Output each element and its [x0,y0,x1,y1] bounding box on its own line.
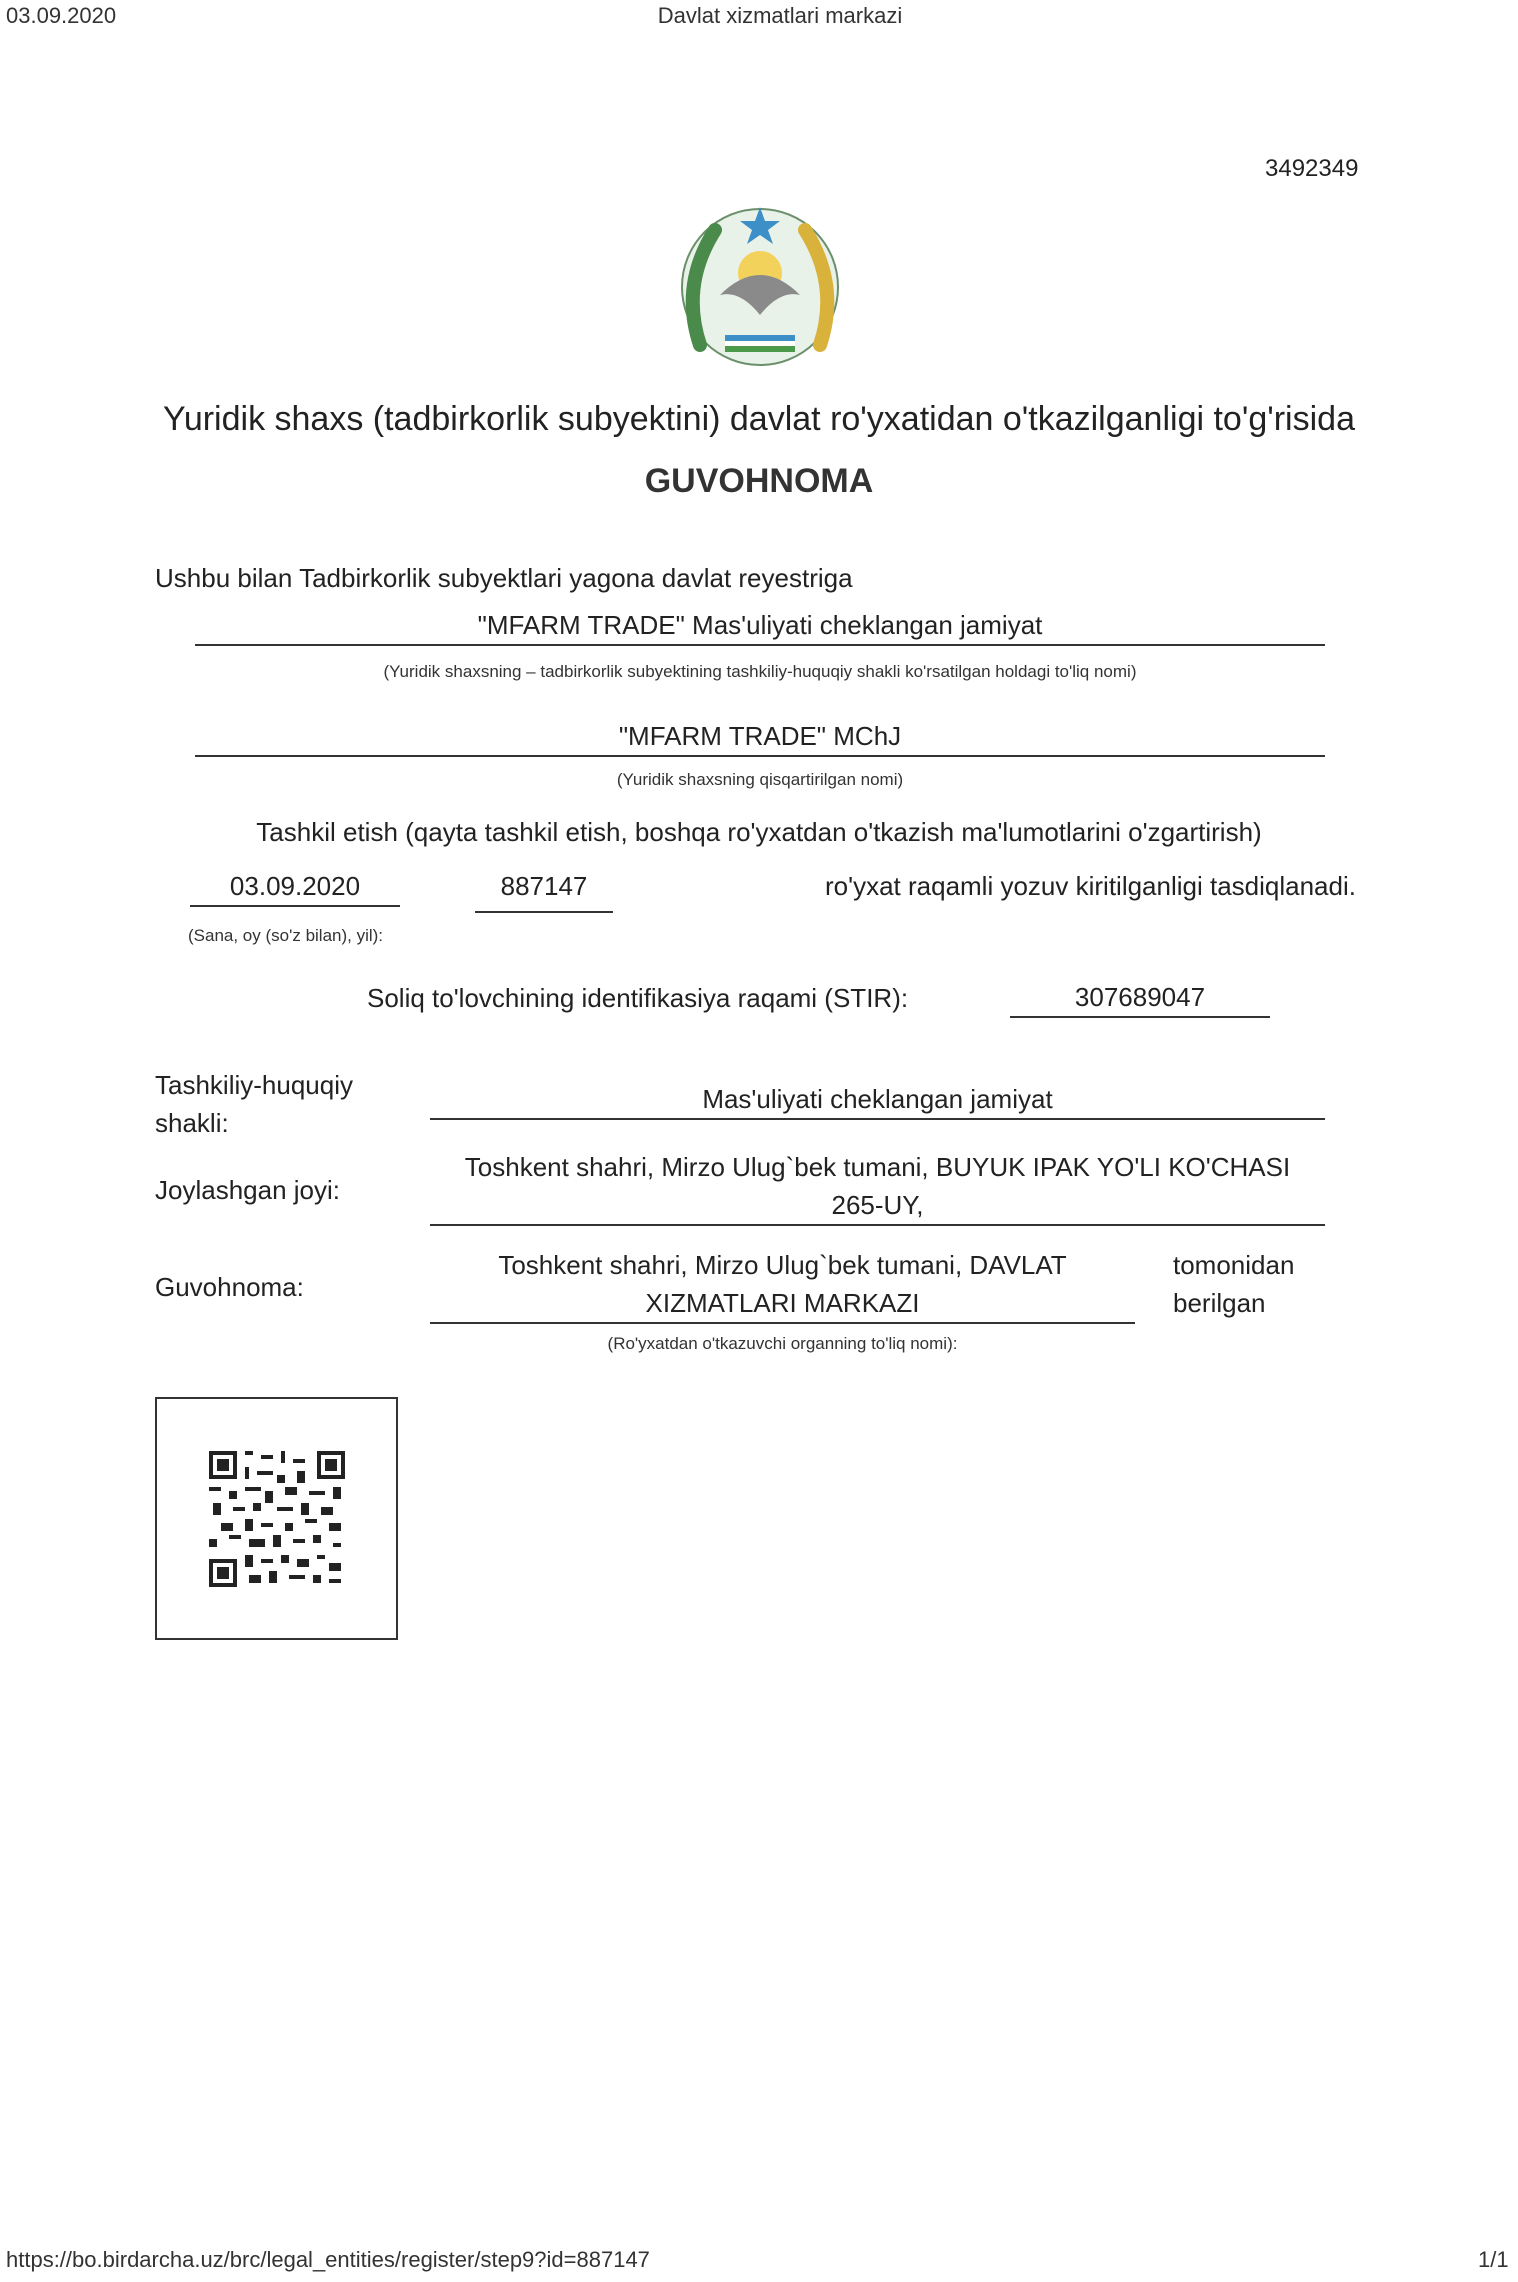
print-page-number: 1/1 [1478,2247,1509,2272]
short-name-value: "MFARM TRADE" MChJ [195,721,1325,757]
registration-number: 887147 [475,871,613,913]
full-name-value: "MFARM TRADE" Mas'uliyati cheklangan jamiyat [195,610,1325,646]
qr-code-box [155,1397,398,1640]
legal-form-label-1: Tashkiliy-huquqiy [155,1070,353,1100]
intro-text: Ushbu bilan Tadbirkorlik subyektlari yagona davlat reyestriga [155,563,853,593]
registration-confirm: ro'yxat raqamli yozuv kiritilganligi tasdiqlanadi. [825,871,1356,901]
date-caption: (Sana, oy (so'z bilan), yil): [188,926,384,945]
legal-form-label-2: shakli: [155,1108,229,1138]
emblem-icon [670,195,850,375]
issuer-suffix-2: berilgan [1173,1288,1266,1318]
address-line-1: Toshkent shahri, Mirzo Ulug`bek tumani, BUYUK IPAK YO'LI KO'CHASI [464,1152,1291,1182]
print-title: Davlat xizmatlari markazi [657,3,903,28]
short-name-caption: (Yuridik shaxsning qisqartirilgan nomi) [616,770,904,789]
certificate-label: Guvohnoma: [155,1272,304,1302]
document-title-line: Yuridik shaxs (tadbirkorlik subyektini) davlat ro'yxatidan o'tkazilganligi to'g'risida [163,400,1355,438]
address-line-2: 265-UY, [430,1190,1325,1226]
stir-value: 307689047 [1010,982,1270,1018]
print-date: 03.09.2020 [6,3,117,28]
issuer-caption: (Ro'yxatdan o'tkazuvchi organning to'liq nomi): [607,1334,958,1353]
qr-code-icon [209,1451,345,1587]
issuer-line-2: XIZMATLARI MARKAZI [430,1288,1135,1324]
document-number: 3492349 [1265,155,1359,182]
issuer-line-1: Toshkent shahri, Mirzo Ulug`bek tumani, DAVLAT [498,1250,1067,1280]
registration-line: Tashkil etish (qayta tashkil etish, boshqa ro'yxatdan o'tkazish ma'lumotlarini o'zgartirish) [256,817,1262,847]
address-label: Joylashgan joyi: [155,1175,340,1205]
document-title: GUVOHNOMA [644,462,874,500]
full-name-caption: (Yuridik shaxsning – tadbirkorlik subyektining tashkiliy-huquqiy shakli ko'rsatilgan holdagi to'liq nomi) [383,662,1137,681]
state-emblem [670,195,850,375]
print-url: https://bo.birdarcha.uz/brc/legal_entities/register/step9?id=887147 [6,2247,650,2272]
registration-date: 03.09.2020 [190,871,400,907]
issuer-suffix-1: tomonidan [1173,1250,1295,1280]
legal-form-value: Mas'uliyati cheklangan jamiyat [430,1084,1325,1120]
stir-label: Soliq to'lovchining identifikasiya raqami (STIR): [367,983,909,1013]
